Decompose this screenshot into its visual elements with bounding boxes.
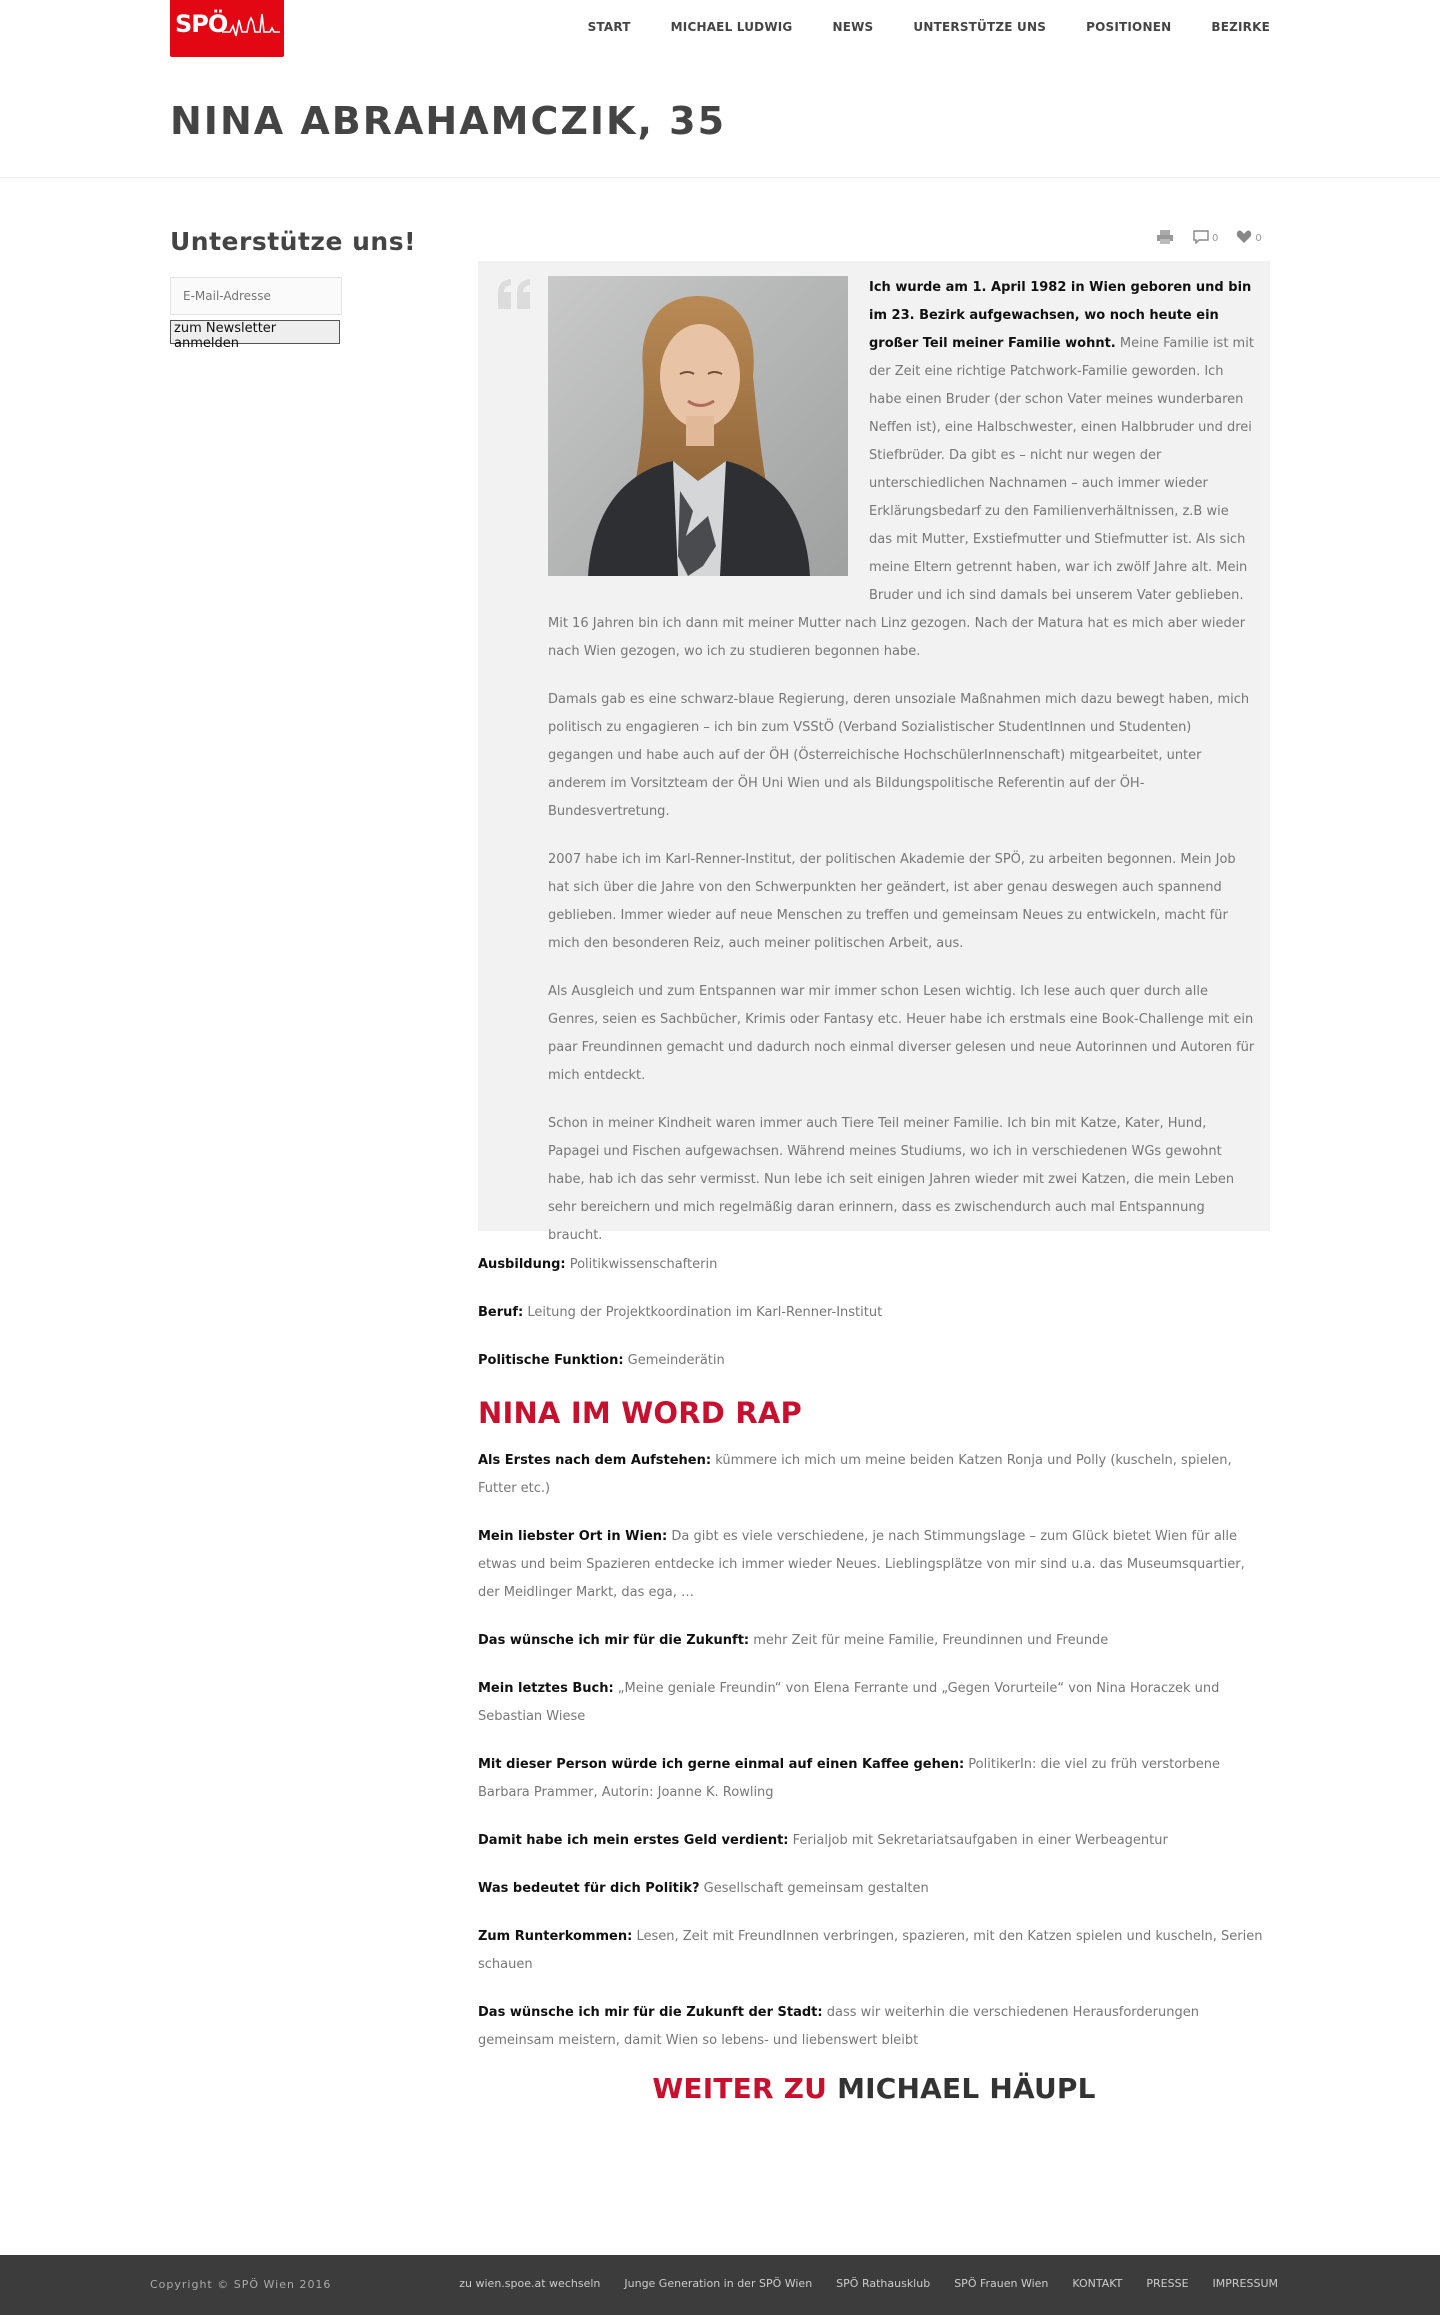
spoe-logo[interactable] <box>170 0 284 57</box>
footer-link-frauen-wien[interactable]: SPÖ Frauen Wien <box>954 2277 1049 2290</box>
facts-section <box>478 1251 1270 2103</box>
footer-nav <box>435 2277 1278 2290</box>
title-band <box>0 58 1440 178</box>
fact-label: Ausbildung: <box>478 1257 566 1272</box>
logo-text: SPÖ <box>175 10 228 38</box>
nav-start[interactable]: START <box>587 20 631 34</box>
footer-link-impressum[interactable]: IMPRESSUM <box>1212 2277 1278 2290</box>
rap-item <box>478 1675 1270 1731</box>
rap-value: Gesellschaft gemeinsam gestalten <box>699 1881 929 1896</box>
comments-count: 0 <box>1212 233 1219 244</box>
comment-icon[interactable] <box>1193 230 1209 247</box>
rap-value: Da gibt es viele verschiedene, je nach Stimmungslage – zum Glück bietet Wien für alle etwas und beim Spazieren entdecke ich immer wieder Neues. Lieblingsplätze von mir sind u.a. das Museumsquartier, der Meidlinger Markt, das ega, … <box>478 1529 1245 1600</box>
fact-item <box>478 1347 1270 1375</box>
bio-paragraph: Schon in meiner Kindheit waren immer auch Tiere Teil meiner Familie. Ich bin mit Katze, Kater, Hund, Papagei und Fischen aufgewachsen. Während meines Studiums, wo ich in verschiedenen WGs gewohnt habe, hab ich das sehr vermisst. Nun lebe ich seit einigen Jahren wieder mit zwei Katzen, die mein Leben sehr bereichern und mich regelmäßig daran erinnern, dass es zwischendurch auch mal Entspannung braucht. <box>548 1116 1235 1243</box>
fact-value: Leitung der Projektkoordination im Karl-Renner-Institut <box>523 1305 883 1320</box>
page-title: NINA ABRAHAMCZIK, 35 <box>170 99 727 143</box>
bio-paragraph: 2007 habe ich im Karl-Renner-Institut, der politischen Akademie der SPÖ, zu arbeiten begonnen. Mein Job hat sich über die Jahre von den Schwerpunkten her geändert, ist aber genau deswegen auch spannend geblieben. Immer wieder auf neue Menschen zu treffen und gemeinsam Neues zu entwickeln, macht für mich den besonderen Reiz, auch meiner politischen Arbeit, aus. <box>548 852 1236 951</box>
bio-intro-bold: Ich wurde am 1. April 1982 in Wien geboren und bin im 23. Bezirk aufgewachsen, wo noch heute ein großer Teil meiner Familie wohnt. <box>869 280 1252 351</box>
bio-text <box>548 274 1255 1270</box>
nav-michael-ludwig[interactable]: MICHAEL LUDWIG <box>670 20 793 34</box>
main-nav <box>548 20 1270 34</box>
rap-label: Mein liebster Ort in Wien: <box>478 1529 668 1544</box>
fact-item <box>478 1299 1270 1327</box>
rap-item <box>478 1827 1270 1855</box>
rap-item <box>478 1999 1270 2055</box>
rap-item <box>478 1523 1270 1607</box>
rap-item <box>478 1627 1270 1655</box>
bio-intro-rest: Meine Familie ist mit der Zeit eine richtige Patchwork-Familie geworden. Ich habe einen Bruder (der schon Vater meines wunderbaren Neffen ist), eine Halbschwester, einen Halbbruder und drei Stiefbrüder. Da gibt es – nicht nur wegen der unterschiedlichen Nachnamen – auch immer wieder Erklärungsbedarf zu den Familienverhältnissen, z.B wie das mit Mutter, Exstiefmutter und Stiefmutter ist. Als sich meine Eltern getrennt haben, war ich zwölf Jahre alt. Mein Bruder und ich sind damals bei unserem Vater geblieben. Mit 16 Jahren bin ich dann mit meiner Mutter nach Linz gezogen. Nach der Matura hat es mich aber wieder nach Wien gezogen, wo ich zu studieren begonnen habe. <box>548 336 1254 659</box>
post-meta <box>1157 230 1280 247</box>
bio-paragraph: Als Ausgleich und zum Entspannen war mir immer schon Lesen wichtig. Ich lese auch quer durch alle Genres, seien es Sachbücher, Krimis oder Fantasy etc. Heuer habe ich erstmals eine Book-Challenge mit ein paar Freundinnen gemacht und dadurch noch einmal diverser gelesen und neue Autorinnen und Autoren für mich entdeckt. <box>548 984 1255 1083</box>
quote-icon <box>498 279 532 313</box>
fact-value: Gemeinderätin <box>623 1353 725 1368</box>
next-profile-link[interactable] <box>478 2072 1270 2105</box>
nav-unterstuetze-uns[interactable]: UNTERSTÜTZE UNS <box>913 20 1047 34</box>
site-footer <box>0 2255 1440 2315</box>
skyline-heartbeat-icon <box>222 8 280 42</box>
rap-value: Lesen, Zeit mit FreundInnen verbringen, spazieren, mit den Katzen spielen und kuscheln, Serien schauen <box>478 1929 1263 1972</box>
footer-link-kontakt[interactable]: KONTAKT <box>1072 2277 1123 2290</box>
fact-label: Beruf: <box>478 1305 524 1320</box>
rap-item <box>478 1875 1270 1903</box>
fact-label: Politische Funktion: <box>478 1353 624 1368</box>
rap-label: Was bedeutet für dich Politik? <box>478 1881 700 1896</box>
sidebar-title: Unterstütze uns! <box>170 227 417 256</box>
rap-label: Das wünsche ich mir für die Zukunft: <box>478 1633 750 1648</box>
nav-news[interactable]: NEWS <box>832 20 874 34</box>
fact-item <box>478 1251 1270 1279</box>
bio-box <box>478 261 1270 1243</box>
likes-count: 0 <box>1255 233 1262 244</box>
rap-value: „Meine geniale Freundin“ von Elena Ferrante und „Gegen Vorurteile“ von Nina Horaczek und Sebastian Wiese <box>478 1681 1220 1724</box>
copyright: Copyright © SPÖ Wien 2016 <box>150 2278 332 2291</box>
rap-value: PolitikerIn: die viel zu früh verstorbene Barbara Prammer, Autorin: Joanne K. Rowling <box>478 1757 1221 1800</box>
bio-intro <box>548 274 1255 666</box>
rap-label: Mit dieser Person würde ich gerne einmal auf einen Kaffee gehen: <box>478 1757 965 1772</box>
site-header <box>0 0 1440 58</box>
rap-item <box>478 1751 1270 1807</box>
fact-value: Politikwissenschafterin <box>565 1257 718 1272</box>
rap-label: Zum Runterkommen: <box>478 1929 633 1944</box>
rap-value: Ferialjob mit Sekretariatsaufgaben in einer Werbeagentur <box>788 1833 1168 1848</box>
rap-label: Damit habe ich mein erstes Geld verdient: <box>478 1833 789 1848</box>
nav-positionen[interactable]: POSITIONEN <box>1086 20 1172 34</box>
rap-label: Als Erstes nach dem Aufstehen: <box>478 1453 712 1468</box>
footer-link-rathausklub[interactable]: SPÖ Rathausklub <box>836 2277 931 2290</box>
footer-link-presse[interactable]: PRESSE <box>1146 2277 1189 2290</box>
word-rap-title: NINA IM WORD RAP <box>478 1396 802 1430</box>
bio-paragraph: Damals gab es eine schwarz-blaue Regierung, deren unsoziale Maßnahmen mich dazu bewegt haben, mich politisch zu engagieren – ich bin zum VSStÖ (Verband Sozialistischer StudentInnen und Studenten) gegangen und habe auch auf der ÖH (Österreichische HochschülerInnenschaft) mitgearbeitet, unter anderem im Vorsitzteam der ÖH Uni Wien und als Bildungspolitische Referentin auf der ÖH-Bundesvertretung. <box>548 692 1250 819</box>
email-input[interactable] <box>170 277 342 315</box>
rap-value: dass wir weiterhin die verschiedenen Herausforderungen gemeinsam meistern, damit Wien so lebens- und liebenswert bleibt <box>478 2005 1199 2048</box>
next-name: MICHAEL HÄUPL <box>837 2072 1096 2105</box>
rap-item <box>478 1447 1270 1503</box>
newsletter-button[interactable]: zum Newsletter anmelden <box>170 320 340 344</box>
rap-item <box>478 1923 1270 1979</box>
print-icon[interactable] <box>1157 230 1173 247</box>
heart-icon[interactable] <box>1236 230 1252 247</box>
nav-bezirke[interactable]: BEZIRKE <box>1211 20 1270 34</box>
footer-link-junge-generation[interactable]: Junge Generation in der SPÖ Wien <box>624 2277 813 2290</box>
rap-value: kümmere ich mich um meine beiden Katzen Ronja und Polly (kuscheln, spielen, Futter etc.) <box>478 1453 1232 1496</box>
rap-label: Das wünsche ich mir für die Zukunft der Stadt: <box>478 2005 823 2020</box>
next-prefix: WEITER ZU <box>652 2072 828 2105</box>
footer-link-wien-spoe[interactable]: zu wien.spoe.at wechseln <box>459 2277 601 2290</box>
rap-label: Mein letztes Buch: <box>478 1681 614 1696</box>
rap-value: mehr Zeit für meine Familie, Freundinnen und Freunde <box>749 1633 1109 1648</box>
